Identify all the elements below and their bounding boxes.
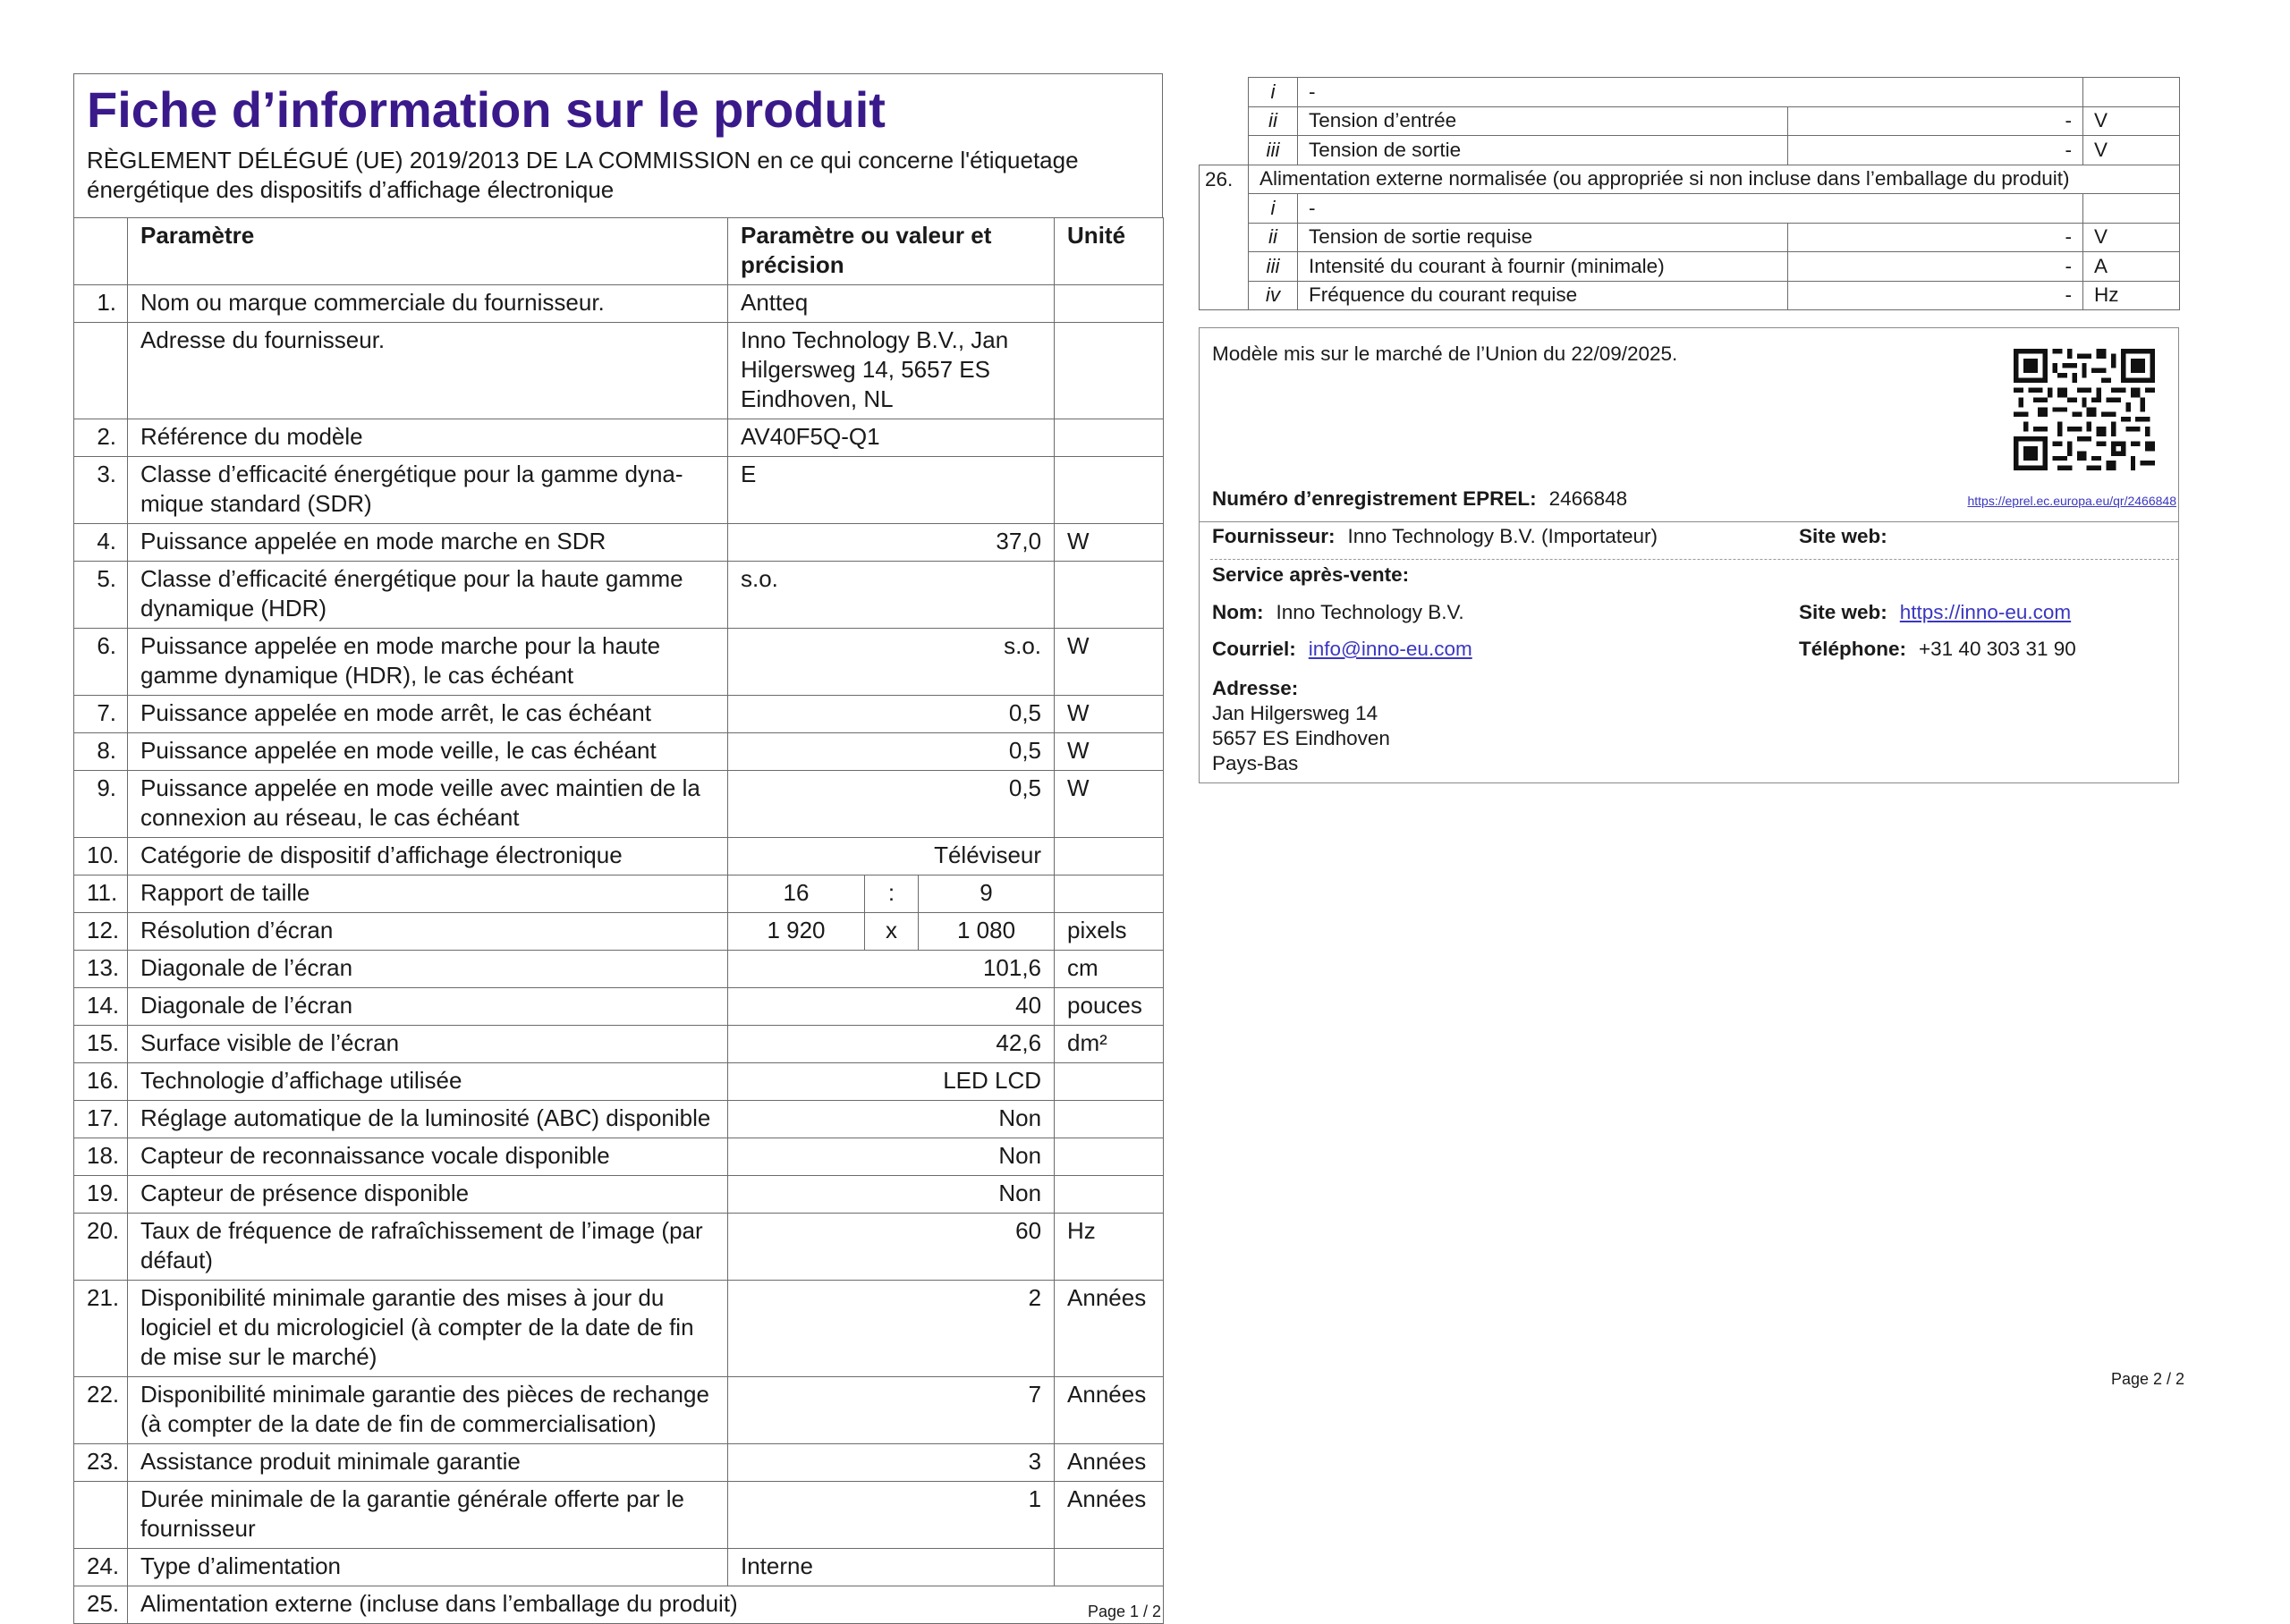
table-row: i -	[1200, 78, 2180, 107]
table-row: iv Fréquence du courant requise - Hz	[1200, 281, 2180, 310]
service-email: Courriel: info@inno-eu.com	[1212, 638, 1472, 660]
page-1	[73, 73, 1163, 1624]
supplier-website-label: Site web:	[1799, 525, 1887, 547]
eprel-link[interactable]: https://eprel.ec.europa.eu/qr/2466848	[1967, 494, 2176, 508]
email-link[interactable]: info@inno-eu.com	[1308, 638, 1472, 660]
table-row: 17. Réglage automatique de la luminosité (ABC) disponible Non	[74, 1101, 1164, 1138]
table-row: 26. Alimentation externe normalisée (ou appropriée si non incluse dans l’emballage du produit)	[1200, 165, 2180, 194]
address-line: 5657 ES Eindhoven	[1212, 727, 1390, 749]
table-row: 23. Assistance produit minimale garantie 3 Années	[74, 1444, 1164, 1482]
table-row: 22. Disponibilité minimale garantie des pièces de rechange (à compter de la date de fin de commercialisation) 7 Années	[74, 1377, 1164, 1444]
table-row: iii Tension de sortie - V	[1200, 136, 2180, 165]
table-row: 9. Puissance appelée en mode veille avec maintien de la connexion au réseau, le cas échéant 0,5 W	[74, 771, 1164, 838]
table-row: Adresse du fournisseur. Inno Technology B.V., Jan Hilgersweg 14, 5657 ES Eindhoven, NL	[74, 323, 1164, 419]
table-row: 4. Puissance appelée en mode marche en SDR 37,0 W	[74, 524, 1164, 562]
after-sales-heading: Service après-vente:	[1212, 563, 1410, 586]
table-row: 5. Classe d’efficacité énergétique pour la haute gamme dynamique (HDR) s.o.	[74, 562, 1164, 629]
table-row: 18. Capteur de reconnaissance vocale disponible Non	[74, 1138, 1164, 1176]
address-line: Jan Hilgersweg 14	[1212, 702, 1378, 724]
table-row: ii Tension de sortie requise - V	[1200, 223, 2180, 252]
website-link[interactable]: https://inno-eu.com	[1899, 601, 2072, 623]
divider	[1200, 521, 2178, 522]
supplier-line: Fournisseur: Inno Technology B.V. (Importateur)	[1212, 525, 1658, 547]
table-row: 15. Surface visible de l’écran 42,6 dm²	[74, 1026, 1164, 1063]
page-title: Fiche d’information sur le produit	[87, 81, 886, 138]
table-row: 20. Taux de fréquence de rafraîchissement de l’image (par défaut) 60 Hz	[74, 1214, 1164, 1281]
table-row: 7. Puissance appelée en mode arrêt, le cas échéant 0,5 W	[74, 696, 1164, 733]
supplier-info-box	[1199, 327, 2179, 783]
page-number-1: Page 1 / 2	[1088, 1603, 1162, 1620]
table-row: 3. Classe d’efficacité énergétique pour la gamme dynamique standard (SDR) E	[74, 457, 1164, 524]
table-row: Durée minimale de la garantie générale offerte par le fournisseur 1 Années	[74, 1482, 1164, 1549]
table-row: 25. Alimentation externe (incluse dans l’emballage du produit)	[74, 1586, 1164, 1624]
page-2	[1199, 77, 2179, 310]
table-row: 16. Technologie d’affichage utilisée LED LCD	[74, 1063, 1164, 1101]
dashed-divider	[1210, 559, 2178, 560]
regulation-text: RÈGLEMENT DÉLÉGUÉ (UE) 2019/2013 DE LA COMMISSION en ce qui concerne l'étiquetage énergétique des dispositifs d’affichage électronique	[87, 147, 1079, 203]
power-supply-table	[1199, 77, 2180, 310]
table-row: 8. Puissance appelée en mode veille, le cas échéant 0,5 W	[74, 733, 1164, 771]
table-row: iii Intensité du courant à fournir (minimale) - A	[1200, 252, 2180, 282]
table-row: ii Tension d’entrée - V	[1200, 106, 2180, 136]
table-row: 14. Diagonale de l’écran 40 pouces	[74, 988, 1164, 1026]
table-row: 6. Puissance appelée en mode marche pour la haute gamme dynamique (HDR), le cas échéant s.o. W	[74, 629, 1164, 696]
table-row: 11. Rapport de taille 16 : 9	[74, 875, 1164, 913]
service-name: Nom: Inno Technology B.V.	[1212, 601, 1464, 623]
page-number-2: Page 2 / 2	[2111, 1370, 2185, 1388]
table-row: 2. Référence du modèle AV40F5Q-Q1	[74, 419, 1164, 457]
table-row: 10. Catégorie de dispositif d’affichage électronique Téléviseur	[74, 838, 1164, 875]
sheet-header	[73, 73, 1163, 217]
table-row: 1. Nom ou marque commerciale du fournisseur. Antteq	[74, 285, 1164, 323]
address-label: Adresse:	[1212, 677, 1299, 699]
eprel-registration: Numéro d’enregistrement EPREL: 2466848	[1212, 487, 1628, 510]
service-phone: Téléphone: +31 40 303 31 90	[1799, 638, 2076, 660]
table-row: 24. Type d’alimentation Interne	[74, 1549, 1164, 1586]
table-row: 21. Disponibilité minimale garantie des mises à jour du logiciel et du micrologiciel (à compter de la date de fin de mise sur le marché) 2 Années	[74, 1281, 1164, 1377]
address-line: Pays-Bas	[1212, 752, 1299, 774]
col-unite: Unité	[1055, 218, 1164, 285]
col-valeur: Paramètre ou valeur et précision	[728, 218, 1055, 285]
service-website: Site web: https://inno-eu.com	[1799, 601, 2072, 623]
product-info-table	[73, 217, 1164, 1624]
table-row: 13. Diagonale de l’écran 101,6 cm	[74, 951, 1164, 988]
col-parametre: Paramètre	[128, 218, 728, 285]
table-header-row	[74, 218, 1164, 285]
qr-code-icon[interactable]	[2014, 348, 2155, 471]
market-date-text: Modèle mis sur le marché de l’Union du 22/09/2025.	[1212, 343, 1678, 365]
table-row: 12. Résolution d’écran 1 920 x 1 080 pixels	[74, 913, 1164, 951]
table-row: i -	[1200, 194, 2180, 224]
table-row: 19. Capteur de présence disponible Non	[74, 1176, 1164, 1214]
